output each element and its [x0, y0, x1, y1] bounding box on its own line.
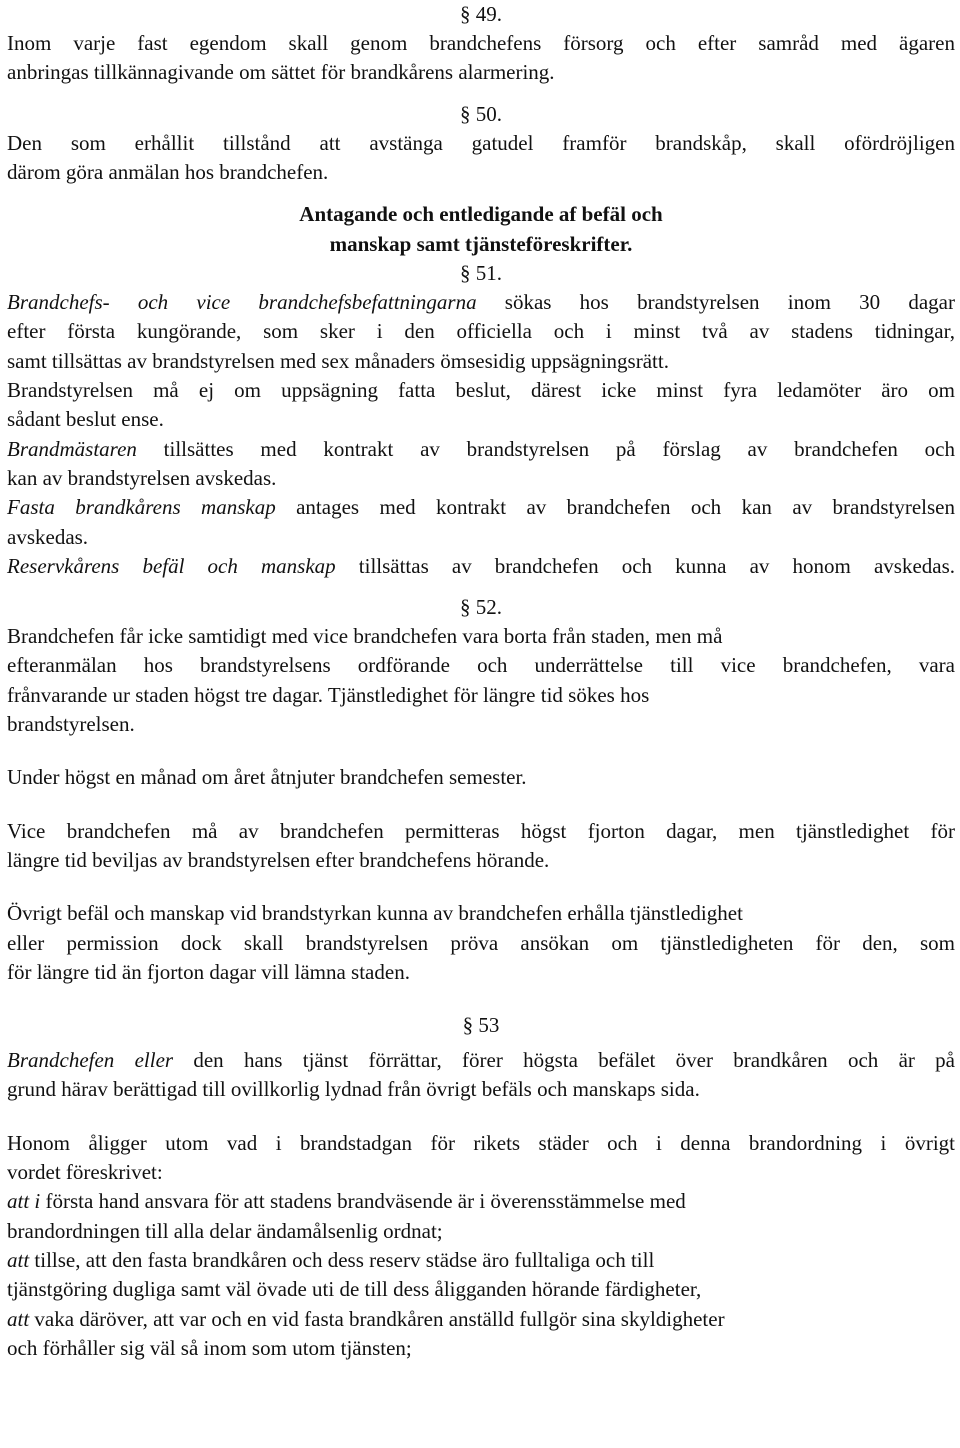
section-51-p4-line-2: avskedas.: [7, 524, 89, 549]
section-53-p1-italic: Brandchefen eller: [7, 1048, 174, 1073]
section-51-p4-italic: Fasta brandkårens manskap: [7, 495, 276, 520]
section-53-p1-rest: den hans tjänst förrättar, förer högsta befälet över brandkåren och är på: [173, 1048, 955, 1073]
section-51-number: § 51.: [460, 261, 502, 286]
section-53-p3-italic: att i: [7, 1189, 41, 1214]
section-52-p1-line-1: Brandchefen får icke samtidigt med vice brandchefen vara borta från staden, men må: [7, 624, 723, 649]
section-52-p2-line-1: Under högst en månad om året åtnjuter brandchefen semester.: [7, 765, 527, 790]
section-53-p1-line-1: [7, 1046, 955, 1075]
section-53-p1-line-2: grund härav berättigad till ovillkorlig lydnad från övrigt befäls och manskaps sida.: [7, 1077, 700, 1102]
section-52-p1-line-3: frånvarande ur staden högst tre dagar. Tjänstledighet för längre tid sökes hos: [7, 682, 650, 707]
section-51-p1-italic: Brandchefs- och vice brandchefsbefattningarna: [7, 290, 477, 315]
section-53-p3-line-2: brandordningen till alla delar ändamålsenlig ordnat;: [7, 1218, 443, 1243]
section-52-p4-line-3: för längre tid än fjorton dagar vill lämna staden.: [7, 959, 410, 984]
section-51-p3-line-1: [7, 435, 955, 464]
section-52-p4-line-1: Övrigt befäl och manskap vid brandstyrkan kunna av brandchefen erhålla tjänstledighet: [7, 901, 743, 926]
chapter-heading-line-1: Antagande och entledigande af befäl och: [299, 202, 663, 227]
section-53-p5-rest: vaka däröver, att var och en vid fasta brandkåren anställd fullgör sina skyldigheter: [29, 1306, 725, 1331]
section-51-p1-line-2: efter första kungörande, som sker i den officiella och i minst två av stadens tidningar,: [7, 319, 955, 344]
section-51-p4-rest: antages med kontrakt av brandchefen och kan av brandstyrelsen: [275, 495, 956, 520]
section-53-p5-line-2: och förhåller sig väl så inom som utom tjänsten;: [7, 1335, 412, 1360]
section-51-p2-line-1: Brandstyrelsen må ej om uppsägning fatta beslut, därest icke minst fyra ledamöter äro om: [7, 378, 955, 403]
section-50-number: § 50.: [460, 101, 502, 126]
section-53-number: § 53: [462, 1013, 500, 1038]
section-51-p4-line-1: [7, 493, 955, 522]
section-52-p3-line-1: Vice brandchefen må av brandchefen permitteras högst fjorton dagar, men tjänstledighet för: [7, 818, 955, 843]
section-53-p4-italic: att: [7, 1247, 30, 1272]
section-49-number: § 49.: [460, 2, 502, 26]
section-51-p3-line-2: kan av brandstyrelsen avskedas.: [7, 465, 277, 490]
section-51-p3-rest: tillsättes med kontrakt av brandstyrelsen på förslag av brandchefen och: [136, 436, 955, 461]
section-49-text-line-1: Inom varje fast egendom skall genom brandchefens försorg och efter samråd med ägaren: [7, 31, 955, 55]
section-52-p3-line-2: längre tid beviljas av brandstyrelsen efter brandchefens hörande.: [7, 847, 550, 872]
section-53-p2-line-1: Honom åligger utom vad i brandstadgan för rikets städer och i denna brandordning i övrigt: [7, 1130, 955, 1155]
section-49-text-line-2: anbringas tillkännagivande om sättet för brandkårens alarmering.: [7, 60, 555, 85]
chapter-heading-line-2: manskap samt tjänsteföreskrifter.: [329, 232, 633, 257]
section-52-number: § 52.: [460, 595, 502, 620]
section-52-p1-line-2: efteranmälan hos brandstyrelsens ordförande och underrättelse till vice brandchefen, vara: [7, 653, 955, 678]
section-51-p2-line-2: sådant beslut ense.: [7, 407, 164, 432]
section-51-p5-line-1: [7, 552, 955, 581]
section-53-p5-line-1: [7, 1305, 955, 1334]
section-51-p5-italic: Reservkårens befäl och manskap: [7, 553, 336, 578]
section-50-text-line-1: Den som erhållit tillstånd att avstänga gatudel framför brandskåp, skall ofördröjligen: [7, 130, 955, 155]
section-51-p1-line-1: [7, 288, 955, 317]
section-53-p4-line-2: tjänstgöring dugliga samt väl övade uti de till dess åligganden hörande färdigheter,: [7, 1277, 702, 1302]
section-51-p1-line-3: samt tillsättas av brandstyrelsen med sex månaders ömsesidig uppsägningsrätt.: [7, 348, 669, 373]
section-53-p4-rest: tillse, att den fasta brandkåren och dess reserv städse äro fulltaliga och till: [29, 1247, 655, 1272]
section-53-p2-line-2: vordet föreskrivet:: [7, 1160, 163, 1185]
section-53-p3-rest: första hand ansvara för att stadens brandväsende är i överensstämmelse med: [40, 1189, 686, 1214]
section-53-p4-line-1: [7, 1246, 955, 1275]
section-53-p3-line-1: [7, 1187, 955, 1216]
section-50-text-line-2: därom göra anmälan hos brandchefen.: [7, 159, 329, 184]
section-53-p5-italic: att: [7, 1306, 30, 1331]
section-51-p5-rest: tillsättas av brandchefen och kunna av honom avskedas.: [335, 553, 956, 578]
section-52-p1-line-4: brandstyrelsen.: [7, 712, 135, 737]
document-page: [7, 0, 955, 1363]
section-52-p4-line-2: eller permission dock skall brandstyrelsen pröva ansökan om tjänstledigheten för den, som: [7, 930, 955, 955]
section-51-p1-rest: sökas hos brandstyrelsen inom 30 dagar: [476, 290, 955, 315]
section-51-p3-italic: Brandmästaren: [7, 436, 137, 461]
